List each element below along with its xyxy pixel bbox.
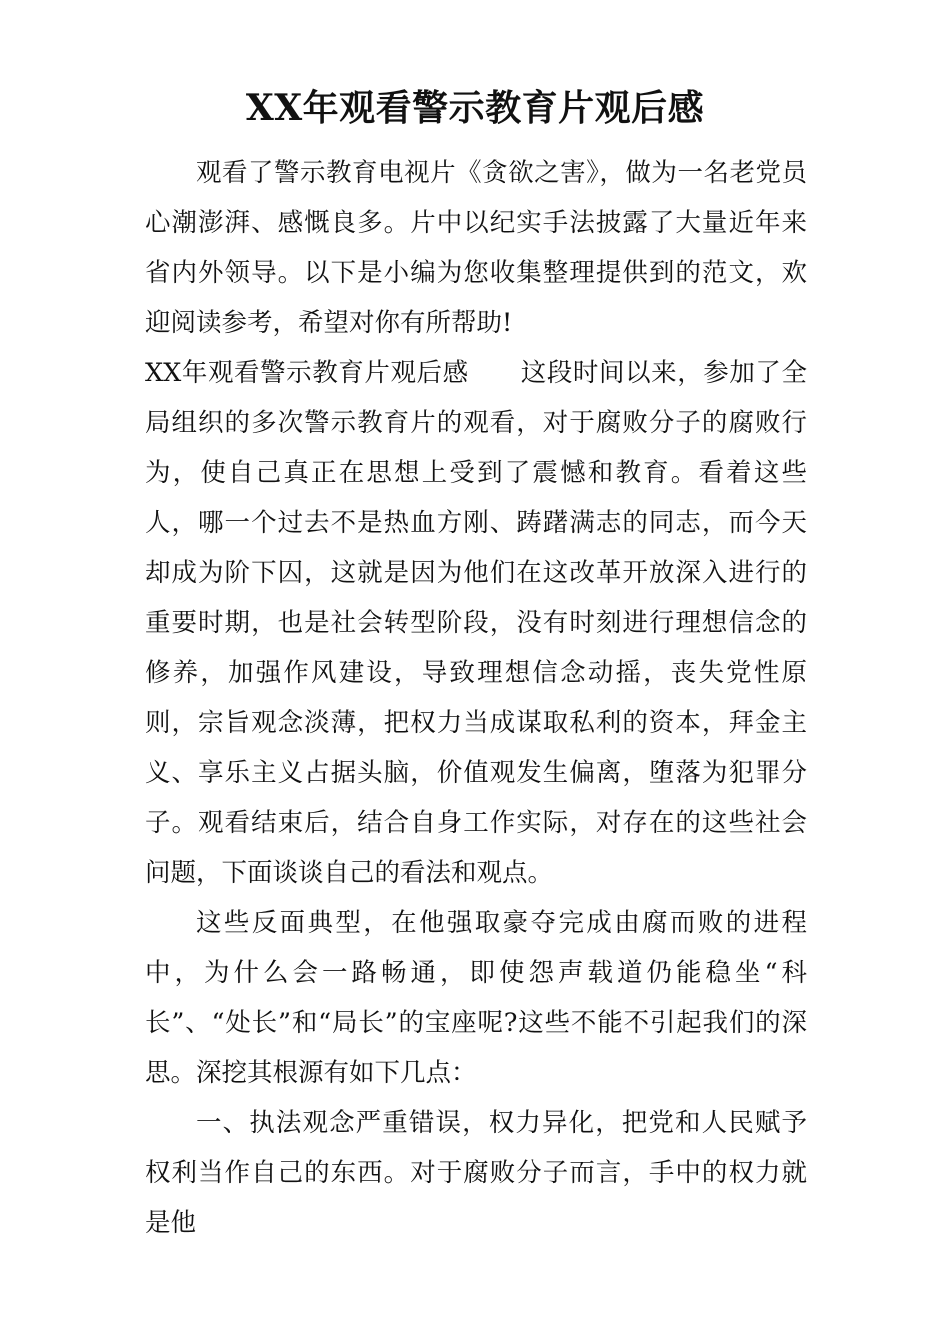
document-body [145, 148, 807, 1248]
paragraph-point-one: 一、执法观念严重错误，权力异化，把党和人民赋予权利当作自己的东西。对于腐败分子而言，手中的权力就是他 [145, 1108, 807, 1238]
paragraph-main: XX年观看警示教育片观后感 这段时间以来，参加了全局组织的多次警示教育片的观看，对于腐败分子的腐败行为，使自己真正在思想上受到了震憾和教育。看着这些人，哪一个过去不是热血方刚、踌躇满志的同志，而今天却成为阶下囚，这就是因为他们在这改革开放深入进行的重要时期，也是社会转型阶段，没有时刻进行理想信念的修养，加强作风建设，导致理想信念动摇，丧失党性原则，宗旨观念淡薄，把权力当成谋取私利的资本，拜金主义、享乐主义占据头脑，价值观发生偏离，堕落为犯罪分子。观看结束后，结合自身工作实际，对存在的这些社会问题，下面谈谈自己的看法和观点。 [145, 358, 807, 888]
paragraph-reflection: 这些反面典型，在他强取豪夺完成由腐而败的进程中，为什么会一路畅通，即使怨声载道仍能稳坐“科长”、“处长”和“局长”的宝座呢?这些不能不引起我们的深思。深挖其根源有如下几点： [145, 908, 807, 1088]
paragraph-intro: 观看了警示教育电视片《贪欲之害》，做为一名老党员心潮澎湃、感慨良多。片中以纪实手法披露了大量近年来省内外领导。以下是小编为您收集整理提供到的范文，欢迎阅读参考，希望对你有所帮助! [145, 158, 807, 338]
document-title: XX年观看警示教育片观后感 [245, 87, 705, 129]
